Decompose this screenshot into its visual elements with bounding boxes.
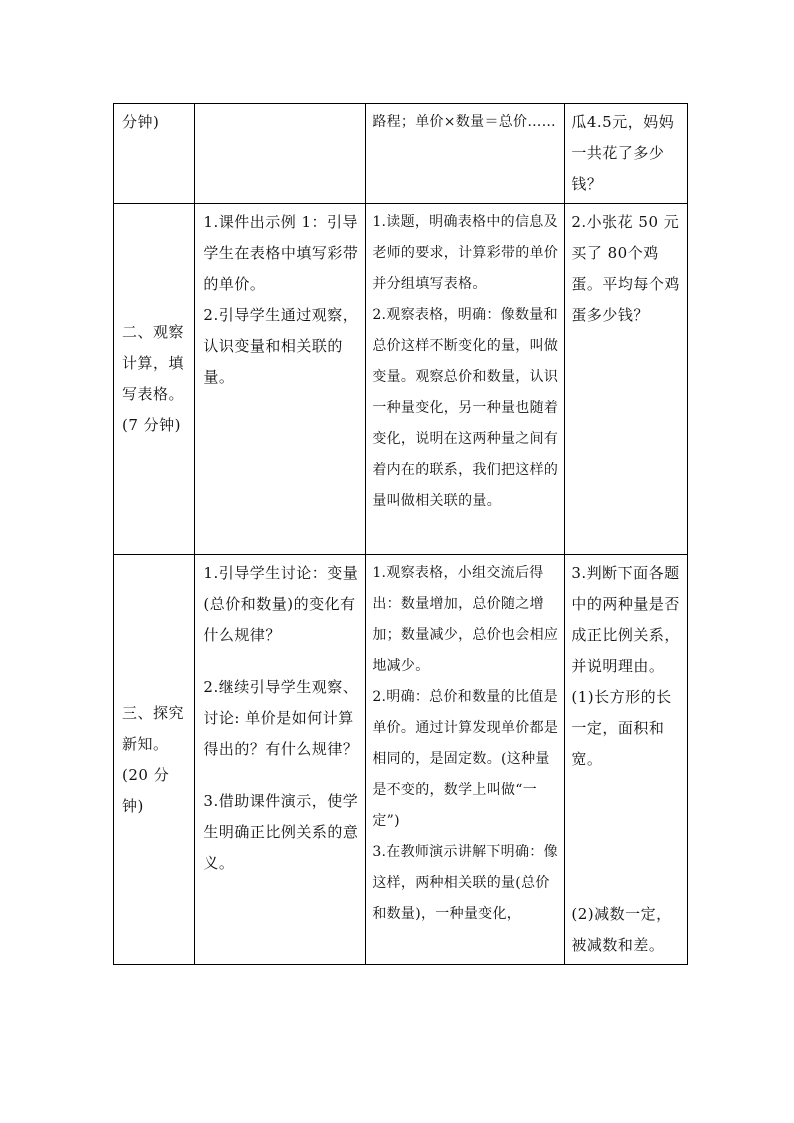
student-activity-cell <box>366 555 565 965</box>
student-activity-text: 1.读题，明确表格中的信息及老师的要求，计算彩带的单价并分组填写表格。 <box>372 214 559 292</box>
table-row <box>114 204 688 555</box>
teacher-activity-text: 2.继续引导学生观察、讨论: 单价是如何计算得出的？有什么规律？ <box>203 678 359 758</box>
teacher-activity-text: 2.引导学生通过观察，认识变量和相关联的量。 <box>203 306 359 386</box>
table-row <box>114 104 688 204</box>
exercise-cell <box>565 555 688 965</box>
exercise-text: (1)长方形的长一定，面积和宽。 <box>571 688 672 768</box>
exercise-text: 2.小张花 50 元买了 80个鸡蛋。平均每个鸡蛋多少钱？ <box>571 213 680 324</box>
stage-text: 分钟) <box>122 113 160 131</box>
exercise-text: 3.判断下面各题中的两种量是否成正比例关系，并说明理由。 <box>571 564 680 675</box>
student-activity-cell <box>366 204 565 555</box>
student-activity-text: 路程；单价×数量＝总价…… <box>372 114 556 130</box>
exercise-cell <box>565 204 688 555</box>
teacher-activity-cell <box>195 204 366 555</box>
teacher-activity-text: 1.引导学生讨论：变量(总价和数量)的变化有什么规律？ <box>203 564 359 644</box>
teacher-activity-text: 3.借助课件演示，使学生明确正比例关系的意义。 <box>203 792 359 872</box>
lesson-plan-table <box>113 103 688 965</box>
exercise-text: 瓜4.5元，妈妈一共花了多少钱？ <box>571 113 675 193</box>
stage-cell <box>114 555 195 965</box>
teacher-activity-cell <box>195 104 366 204</box>
stage-text: 二、观察计算，填写表格。(7 分钟) <box>122 323 185 434</box>
student-activity-text: 2.明确：总价和数量的比值是单价。通过计算发现单价都是相同的，是固定数。(这种量是不变的，数学上叫做“一定”) <box>372 689 559 829</box>
table-row <box>114 555 688 965</box>
student-activity-text: 3.在教师演示讲解下明确：像这样，两种相关联的量(总价和数量)，一种量变化， <box>372 844 558 922</box>
exercise-cell <box>565 104 688 204</box>
teacher-activity-cell <box>195 555 366 965</box>
student-activity-cell <box>366 104 565 204</box>
exercise-text: (2)减数一定，被减数和差。 <box>571 905 672 954</box>
stage-text: 三、探究新知。(20 分钟) <box>122 703 185 815</box>
teacher-activity-text: 1.课件出示例 1：引导学生在表格中填写彩带的单价。 <box>203 213 359 293</box>
stage-cell <box>114 204 195 555</box>
student-activity-text: 2.观察表格，明确：像数量和总价这样不断变化的量，叫做变量。观察总价和数量，认识一种量变化，另一种量也随着变化，说明在这两种量之间有着内在的联系，我们把这样的量叫做相关联的量。 <box>372 307 559 509</box>
stage-cell <box>114 104 195 204</box>
student-activity-text: 1.观察表格，小组交流后得出：数量增加，总价随之增加；数量减少，总价也会相应地减少。 <box>372 565 559 674</box>
